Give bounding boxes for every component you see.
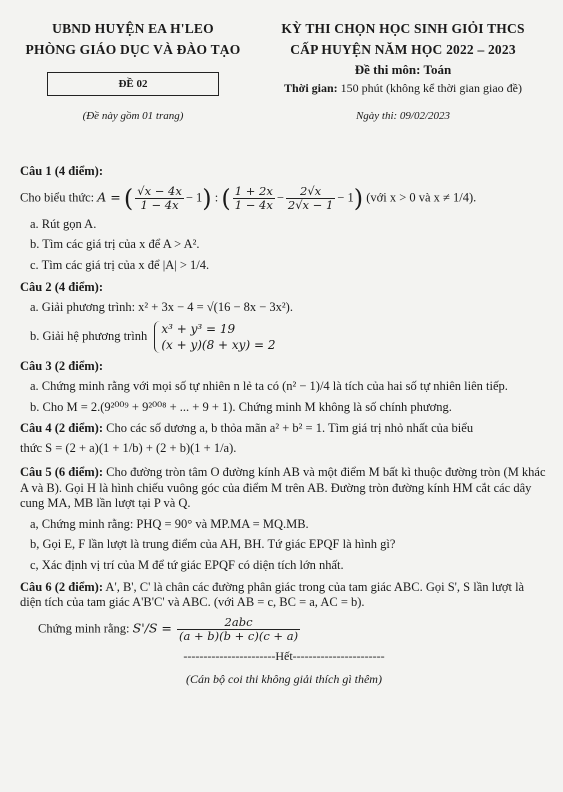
- q1-A: A =: [97, 189, 121, 204]
- subject-value: Toán: [423, 62, 452, 77]
- q6: [20, 580, 548, 611]
- subject-line: [258, 60, 548, 79]
- q6-den: (a + b)(b + c)(c + a): [178, 628, 299, 643]
- time-label: Thời gian:: [284, 81, 341, 95]
- q2-part-a: a. Giải phương trình: x² + 3x − 4 = √(16 − 8x − 3x²).: [30, 300, 293, 315]
- q2-eq1: x³ + y³ = 19: [161, 321, 236, 336]
- q1-title: Câu 1 (4 điểm):: [20, 164, 103, 178]
- exam-date: Ngày thi: 09/02/2023: [355, 110, 451, 122]
- q1-expression: Cho biểu thức: A = ( $\frac{√x - 4x}{1 - 4x}$ − 1) : ( $\frac{1 + 2x}{1 - 4x}$ − $\frac{2√x}{2√x - 1}$ − 1) (với x > 0 và x ≠ 1/4).: [20, 183, 477, 213]
- q6-prove-label: Chứng minh rằng:: [38, 621, 133, 636]
- q1-den3: 2√x − 1: [287, 197, 334, 212]
- header-right: [258, 18, 548, 122]
- pages-note: (Đề này gồm 01 trang): [82, 110, 184, 122]
- q4: [20, 421, 548, 437]
- q6-lhs: S'/S =: [132, 620, 172, 636]
- q5-part-b: b, Gọi E, F lần lượt là trung điểm của AH, BH. Tứ giác EPQF là hình gì?: [30, 537, 396, 552]
- q1-condition: (với x > 0 và x ≠ 1/4).: [366, 190, 477, 204]
- exam-year: CẤP HUYỆN NĂM HỌC 2022 – 2023: [290, 42, 516, 57]
- q5-part-a: a, Chứng minh rằng: PHQ = 90° và MP.MA = MQ.MB.: [30, 516, 309, 531]
- q3-title: Câu 3 (2 điểm):: [20, 358, 103, 373]
- q5-text: Cho đường tròn tâm O đường kính AB và một điểm M bất kì thuộc đường tròn (M khác A và B). Gọi H là hình chiếu vuông góc của điểm M trên AB. Đường tròn đường kính HM cắt các dây cung MA, MB lần lượt tại P và Q.: [20, 464, 546, 511]
- exam-title: KỲ THI CHỌN HỌC SINH GIỎI THCS: [281, 21, 525, 36]
- q5-title: Câu 5 (6 điểm):: [20, 464, 103, 479]
- time-value: 150 phút (không kể thời gian giao đề): [340, 81, 522, 95]
- q5-part-c: c, Xác định vị trí của M để tứ giác EPQF có diện tích lớn nhất.: [30, 558, 344, 572]
- q2-part-b: [20, 321, 548, 353]
- q2-system: [154, 321, 275, 353]
- exam-content: [20, 158, 548, 687]
- end-mark: -----------------------Hết-----------------------: [183, 648, 385, 663]
- q1-den1: 1 − 4x: [140, 197, 179, 212]
- q1-num1: √x − 4x: [137, 183, 182, 198]
- q1-frac2: [233, 185, 275, 212]
- q6-num: 2abc: [177, 616, 300, 630]
- q4-text: Cho các số dương a, b thỏa mãn a² + b² = 1. Tìm giá trị nhỏ nhất của biểu: [102, 420, 474, 435]
- q6-prove: [20, 616, 548, 643]
- time-line: [258, 79, 548, 98]
- q4-text2: thức S = (2 + a)(1 + 1/b) + (2 + b)(1 + 1/a).: [20, 441, 237, 456]
- q1-intro: Cho biểu thức:: [20, 190, 98, 204]
- subject-label: Đề thi môn:: [354, 62, 424, 77]
- q1-part-a: a. Rút gọn A.: [30, 216, 97, 231]
- header-left: [18, 18, 248, 122]
- q2-b-label: b. Giải hệ phương trình: [30, 328, 148, 343]
- department-name: PHÒNG GIÁO DỤC VÀ ĐÀO TẠO: [25, 42, 241, 57]
- q4-title: Câu 4 (2 điểm):: [20, 420, 103, 435]
- q1-den2: 1 − 4x: [234, 197, 273, 212]
- q2-title: Câu 2 (4 điểm):: [20, 279, 103, 294]
- q3-part-a: a. Chứng minh rằng với mọi số tự nhiên n lẻ ta có (n² − 1)/4 là tích của hai số tự nhiên liên tiếp.: [30, 379, 508, 394]
- q6-text: A', B', C' là chân các đường phân giác trong của tam giác ABC. Gọi S', S lần lượt là diện tích của tam giác A'B'C' và ABC. (với AB = c, BC = a, AC = b).: [20, 579, 525, 610]
- q1-frac1: [135, 185, 184, 212]
- q1-part-c: c. Tìm các giá trị của x để |A| > 1/4.: [30, 257, 210, 272]
- q5: [20, 465, 548, 512]
- q6-frac: [177, 616, 300, 643]
- footer-note: (Cán bộ coi thi không giải thích gì thêm): [186, 671, 382, 686]
- q1-num3: 2√x: [286, 185, 335, 199]
- q3-part-b: b. Cho M = 2.(9²⁰⁰⁹ + 9²⁰⁰⁸ + ... + 9 + 1). Chứng minh M không là số chính phương.: [30, 400, 452, 414]
- q1-num2: 1 + 2x: [234, 183, 273, 198]
- q1-frac3: [286, 185, 335, 212]
- exam-code-box: ĐỀ 02: [47, 72, 219, 96]
- q6-title: Câu 6 (2 điểm):: [20, 579, 103, 594]
- q1-part-b: b. Tìm các giá trị của x để A > A².: [30, 237, 200, 252]
- district-name: UBND HUYỆN EA H'LEO: [52, 21, 214, 36]
- q2-eq2: (x + y)(8 + xy) = 2: [161, 337, 276, 352]
